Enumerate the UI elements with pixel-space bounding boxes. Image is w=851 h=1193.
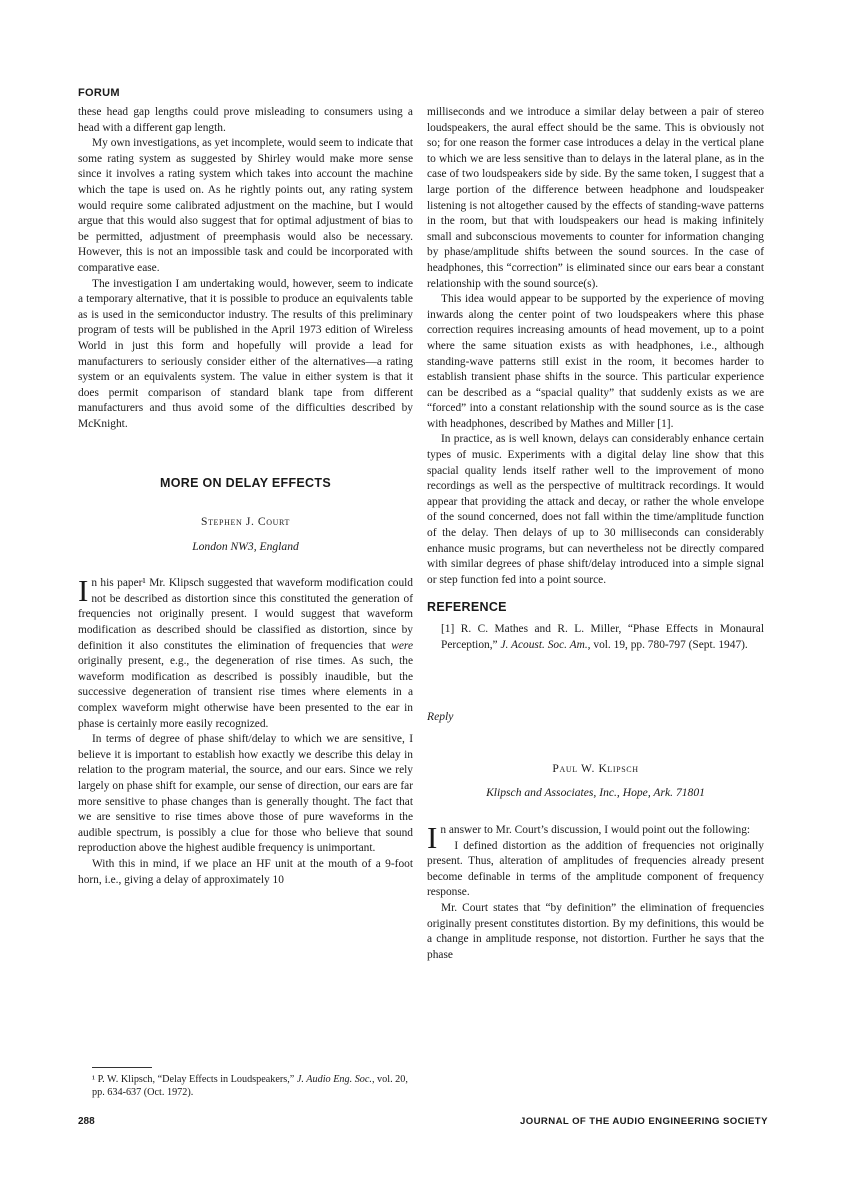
paragraph: My own investigations, as yet incomplete, would seem to indicate that some rating system as suggested by Shirley would make more sense since it involves a rating system which takes into account the machine which the tape is used on. As he rightly points out, any rating system would require some calibrated adjustment on the machine, but I would argue that this would also suggest that for optimal adjustment of bias to be permitted, adjustment of preemphasis would also be necessary. However, this is not an impossible task and could be incorporated with comparative ease. xyxy=(78,137,413,274)
paragraph: Mr. Court states that “by definition” the elimination of frequencies originally present constitutes distortion. By my definitions, this would be a change in amplitude response, not distortion. Further he says that the phase xyxy=(427,901,764,961)
paragraph: these head gap lengths could prove misleading to consumers using a head with a different gap length. xyxy=(78,106,413,134)
paragraph-text: n answer to Mr. Court’s discussion, I would point out the following: xyxy=(440,823,751,836)
paragraph: The investigation I am undertaking would, however, seem to indicate a temporary alternative, that it is possible to produce an equivalents table as is used in the semiconductor industry. The results of this preliminary program of tests will be published in the April 1973 edition of Wireless World in just this form and hopefully will provide a lead for manufacturers to seriously consider either of the alternatives—a rating system or an equivalents system. The value in either system is that it does permit comparison of standard blank tape from different manufacturers and thus avoid some of the difficulties described by McKnight. xyxy=(78,277,413,430)
article-title: MORE ON DELAY EFFECTS xyxy=(160,476,331,491)
paragraph: With this in mind, if we place an HF unit at the mouth of a 9-foot horn, i.e., giving a delay of approximately 10 xyxy=(78,857,413,886)
footnote-text: vol. 20, pp. 634-637 (Oct. 1972). xyxy=(92,1074,408,1098)
reference-entry xyxy=(427,622,764,653)
reference-text: [1] R. C. Mathes and R. L. Miller, “Phase Effects in Monaural Perception,” xyxy=(441,623,764,651)
paragraph: I defined distortion as the addition of frequencies not originally present. Thus, alteration of amplitudes of frequencies already present become definable in terms of the amplitude component of frequency response. xyxy=(427,839,764,899)
paragraph: This idea would appear to be supported by the experience of moving inwards along the center point of two loudspeakers where this phase correction requires increasing amounts of head movement, up to a point where the same situation exists as with headphones, i.e., although standing-wave patterns still exist in the room, it becomes harder to establish transient phase shifts in the source. This particular experience can be described as a “spacial quality” that suddenly exists as we are “forced” into a constant relationship with the sound source as is the case with headphones, described by Mathes and Miller [1]. xyxy=(427,293,764,430)
reply-author-affiliation: Klipsch and Associates, Inc., Hope, Ark. 71801 xyxy=(486,786,705,800)
author-affiliation: London NW3, England xyxy=(192,539,299,553)
paragraph-text: originally present, e.g., the degeneration of rise times. As such, the waveform modification as described is possibly inaudible, but the successive degeneration of transient rise times where elements in a complex waveform might otherwise have been presented to the ear in phase is certainly more easily recognized. xyxy=(78,655,413,730)
right-column xyxy=(427,105,764,963)
footnote-journal: J. Audio Eng. Soc., xyxy=(296,1074,375,1085)
paragraph xyxy=(427,819,764,855)
footnote xyxy=(92,1073,412,1099)
drop-cap: I xyxy=(78,573,89,609)
paragraph: milliseconds and we introduce a similar delay between a pair of stereo loudspeakers, the aural effect should be the same. This is obviously not so; for one reason the former case introduces a delay in the vertical plane to which we are less sensitive than to delays in the lateral plane, as in the case of two loudspeakers side by side. By the same token, I suggest that a large portion of the difference between headphone and loudspeaker listening is not altogether caused by the effects of standing-wave patterns in the room, but that with loudspeakers our head is making infinitely small and subconscious movements to counter for information changing by phase/amplitude shifts between the sound sources. In the case of headphones, this “correction” is eliminated since our ears bear a constant relationship with the sound source(s). xyxy=(427,106,764,290)
journal-name: JOURNAL OF THE AUDIO ENGINEERING SOCIETY xyxy=(520,1116,768,1127)
left-column xyxy=(78,105,413,888)
section-header: FORUM xyxy=(78,87,120,99)
paragraph: In terms of degree of phase shift/delay to which we are sensitive, I believe it is important to establish how exactly we describe this delay in relation to the program material, the source, and our ears. Since we rely largely on phase shift for example, our sense of direction, our ears are far more sensitive to phase changes than is generally thought. The fact that we are sensitive to rise times above those of pure waveforms in the audible spectrum, is possibly a clue for those who believe that sound reproduction above the highest audible frequency is unimportant. xyxy=(78,733,413,855)
paragraph xyxy=(78,573,413,732)
author-name: Stephen J. Court xyxy=(201,515,290,529)
reference-journal: J. Acoust. Soc. Am., xyxy=(500,638,591,651)
reference-text: vol. 19, pp. 780-797 (Sept. 1947). xyxy=(590,638,748,651)
page-number: 288 xyxy=(78,1116,95,1127)
emphasis-text: were xyxy=(391,639,413,652)
footnote-text: ¹ P. W. Klipsch, “Delay Effects in Loudspeakers,” xyxy=(92,1074,297,1085)
reply-author-name: Paul W. Klipsch xyxy=(552,761,639,775)
reply-label: Reply xyxy=(427,710,454,724)
paragraph-text: n his paper¹ Mr. Klipsch suggested that waveform modification could not be described as distortion since this constituted the generation of frequencies not originally present. I would suggest that waveform modification as described should be classified as distortion, since by definition it also constitutes the elimination of frequencies that xyxy=(78,577,413,652)
footnote-rule xyxy=(92,1067,152,1068)
paragraph: In practice, as is well known, delays can considerably enhance certain types of music. Experiments with a digital delay line show that this spacial quality lends itself rather well to the improvement of mono recordings as well as the perspective of multitrack recordings. It would appear that providing the attack and decay, or rather the whole envelope of the sound concerned, does not fall within the time/amplitude function of the delay. Then delays of up to 30 milliseconds can considerably enhance music programs, but can nevertheless not be directly compared with similar degrees of phase shift/delay introduced into a simple signal or step function fed into a point source. xyxy=(427,433,764,586)
drop-cap: I xyxy=(427,819,438,855)
reference-heading: REFERENCE xyxy=(427,600,507,615)
